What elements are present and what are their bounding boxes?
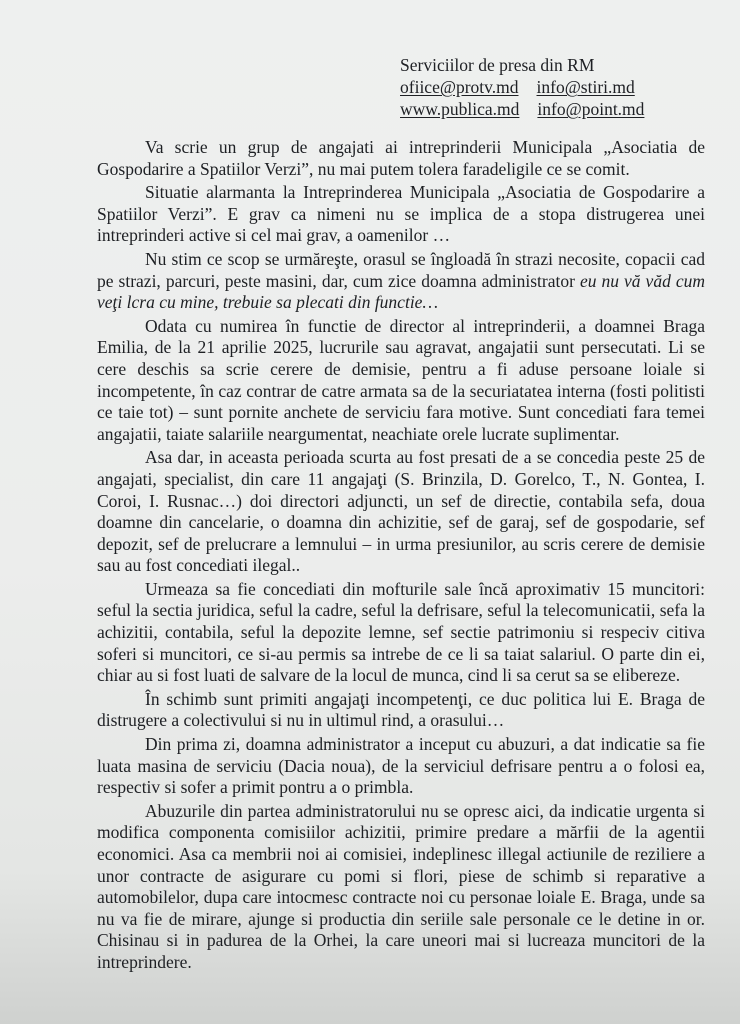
website-publica[interactable]: www.publica.md [400, 99, 520, 119]
paragraph: Abuzurile din partea administratorului nu se opresc aici, da indicatie urgenta si modifica componenta comisiilor achizitii, primire predare a mărfii de la agentii economici. Asa ca membrii noi ai comisiei, indeplinesc illegal actiunile de reziliere a unor contracte de asigurare cu pomi si flori, piese de schimb si reparative a automobilelor, dupa care intocmesc contracte noi cu personae loiale E. Braga, unde sa nu va fie de mirare, ajunge si productia din seriile sale personale ce le detine in or. Chisinau si in padurea de la Orhei, la care uneori mai si lucreaza muncitori de la intreprindere. [97, 800, 705, 972]
email-stiri[interactable]: info@stiri.md [536, 77, 635, 97]
paragraph-quote-italic: eu nu vă văd cum veţi lcra cu mine, trebuie sa plecati din functie… [97, 270, 705, 313]
email-protv[interactable]: ofiice@protv.md [400, 77, 519, 97]
letter-header [400, 54, 644, 120]
letter-body [97, 137, 705, 974]
paragraph: Din prima zi, doamna administrator a inceput cu abuzuri, a dat indicatie sa fie luata masina de serviciu (Dacia noua), de la serviciul defrisare pentru a o folosi ea, respectiv si sofer a primit pontru a o primbla. [97, 734, 705, 798]
paragraph: În schimb sunt primiti angajaţi incompetenţi, ce duc politica lui E. Braga de distrugere a colectivului si nu in ultimul rind, a orasului… [97, 688, 705, 731]
contact-row [400, 76, 644, 98]
paragraph: Urmeaza sa fie concediati din mofturile sale încă aproximativ 15 muncitori: seful la sectia juridica, seful la cadre, seful la defrisare, seful la telecomunicatii, sefa la achizitii, contabila, seful la depozite lemne, sef sectie patrimoniu si respeciv citiva soferi si muncitori, ce si-au permis sa intrebe de ce li sa taiat salariul. O parte din ei, chiar au si fost luati de salvare de la locul de munca, cind li sa cerut sa se elibereze. [97, 578, 705, 686]
paragraph: Asa dar, in aceasta perioada scurta au fost presati de a se concedia peste 25 de angajati, specialist, din care 11 angajaţi (S. Brinzila, D. Gorelco, T., N. Gontea, I. Coroi, I. Rusnac…) doi directori adjuncti, un sef de directie, contabila sefa, doua doamne din cancelarie, o doamna din achizitie, sef de garaj, sef de gospodarie, sef depozit, sef de prelucrare a lemnului – in urma presiunilor, au scris cerere de demisie sau au fost concediati ilegal.. [97, 447, 705, 576]
paragraph: Va scrie un grup de angajati ai intreprinderii Municipala „Asociatia de Gospodarire a Spatiilor Verzi”, nu mai putem tolera faradeligile ce se comit. [97, 137, 705, 179]
email-point[interactable]: info@point.md [537, 99, 645, 119]
paragraph: Situatie alarmanta la Intreprinderea Municipala „Asociatia de Gospodarire a Spatiilor Verzi”. E grav ca nimeni nu se implica de a stopa distrugerea unei intreprinderi active si cel mai grav, a oamenilor … [97, 182, 705, 246]
paragraph [97, 249, 705, 314]
contact-row [400, 98, 644, 120]
addressee: Serviciilor de presa din RM [400, 55, 595, 75]
paragraph: Odata cu numirea în functie de director al intreprinderii, a doamnei Braga Emilia, de la 21 aprilie 2025, lucrurile sau agravat, angajatii sunt persecutati. Li se cere deschis sa scrie cerere de demisie, pentru a fi aduse persoane loiale si incompetente, în caz contrar de catre armata sa de la securiatatea interna (fosti politisti ce taie tot) – sunt pornite anchete de serviciu fara motive. Sunt concediati fara temei angajatii, taiate salariile neargumentat, neachiate orele lucrate suplimentar. [97, 315, 705, 444]
paragraph-text: Nu stim ce scop se urmăreşte, orasul se îngloadă în strazi necosite, copacii cad pe strazi, parcuri, peste masini, dar, cum zice doamna administrator [97, 248, 705, 291]
